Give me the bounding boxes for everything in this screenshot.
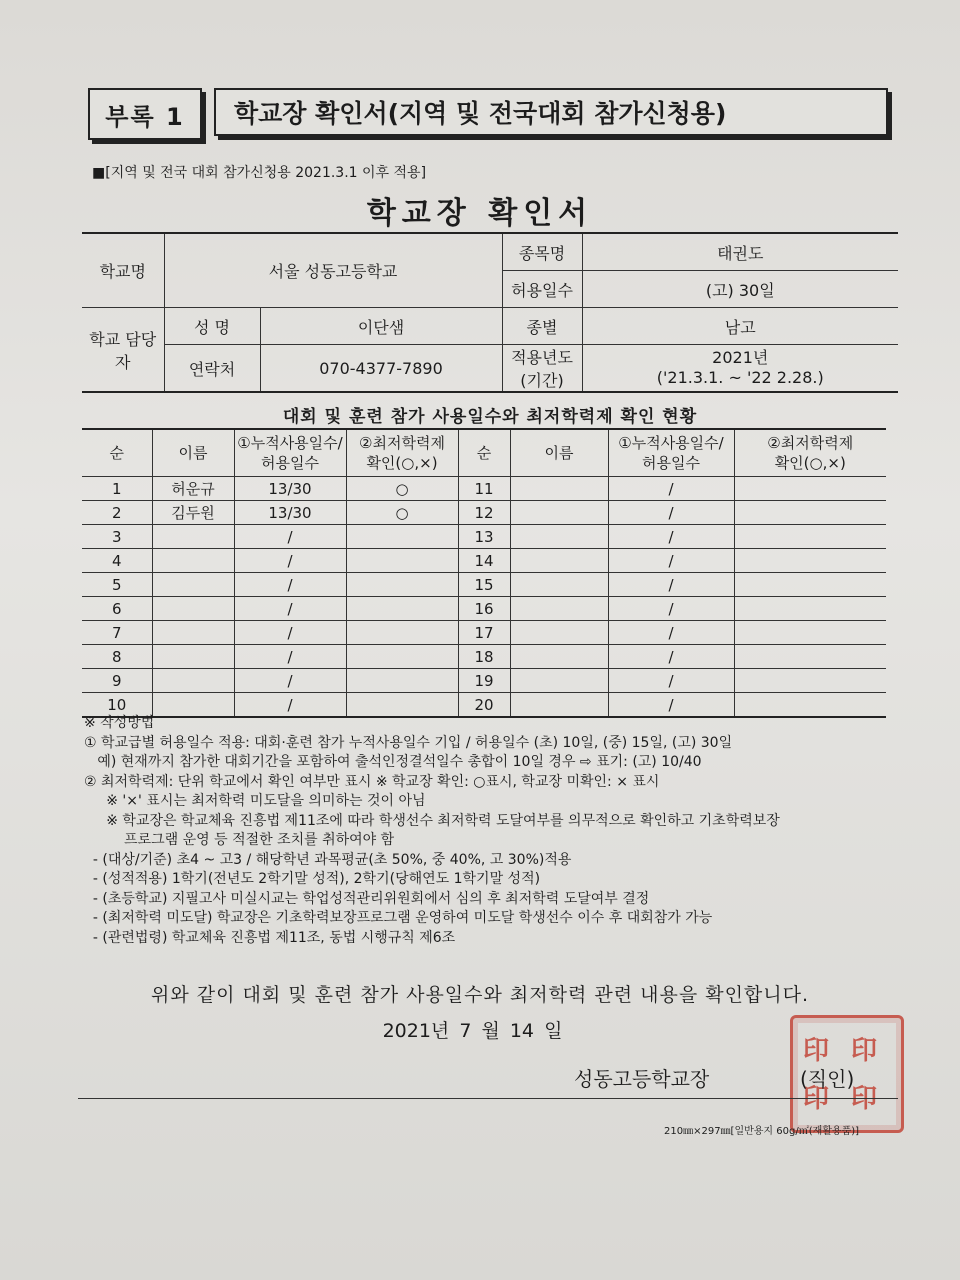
table-row bbox=[82, 549, 886, 573]
row-days: 13/30 bbox=[234, 501, 346, 525]
row-name bbox=[152, 525, 234, 549]
row-no-right: 12 bbox=[458, 501, 510, 525]
row-no-right: 18 bbox=[458, 645, 510, 669]
row-no-right: 13 bbox=[458, 525, 510, 549]
row-name-right bbox=[510, 645, 608, 669]
instruction-line: - (초등학교) 지필고사 미실시교는 학업성적관리위원회에서 심의 후 최저학력 도달여부 결정 bbox=[84, 890, 650, 907]
header-days-line2: 허용일수 bbox=[261, 454, 319, 472]
school-info-table bbox=[82, 232, 898, 393]
row-no: 3 bbox=[82, 525, 152, 549]
row-name-right bbox=[510, 597, 608, 621]
category-label: 종별 bbox=[502, 308, 582, 345]
official-seal-stamp: 印 印 印 印 bbox=[790, 1015, 904, 1133]
table-row bbox=[82, 525, 886, 549]
row-days-right: / bbox=[608, 621, 734, 645]
row-name bbox=[152, 573, 234, 597]
header-name: 이름 bbox=[152, 429, 234, 477]
row-no: 9 bbox=[82, 669, 152, 693]
instruction-line: ② 최저학력제: 단위 학교에서 확인 여부만 표시 ※ 학교장 확인: ○표시, 학교장 미확인: × 표시 bbox=[84, 773, 660, 790]
header-title: 학교장 확인서(지역 및 전국대회 참가신청용) bbox=[214, 88, 888, 136]
applicability-note: ■[지역 및 전국 대회 참가신청용 2021.3.1 이후 적용] bbox=[92, 165, 427, 181]
row-no-right: 15 bbox=[458, 573, 510, 597]
row-no: 4 bbox=[82, 549, 152, 573]
name-value: 이단샘 bbox=[260, 308, 502, 345]
instructions-lines bbox=[84, 734, 884, 949]
row-days-right: / bbox=[608, 645, 734, 669]
category-value: 남고 bbox=[582, 308, 898, 345]
sport-value: 태권도 bbox=[582, 233, 898, 271]
row-check: ○ bbox=[346, 501, 458, 525]
instruction-line: - (관련법령) 학교체육 진흥법 제11조, 동법 시행규칙 제6조 bbox=[84, 929, 456, 946]
row-check-right bbox=[734, 525, 886, 549]
year-label: 적용년도 (기간) bbox=[502, 345, 582, 393]
header-name-right: 이름 bbox=[510, 429, 608, 477]
row-no: 5 bbox=[82, 573, 152, 597]
header-min-right bbox=[734, 429, 886, 477]
header-days-line1: ①누적사용일수/ bbox=[237, 434, 343, 452]
allowed-days-label: 허용일수 bbox=[502, 271, 582, 308]
table-header-row bbox=[82, 429, 886, 477]
row-name bbox=[152, 621, 234, 645]
row-check bbox=[346, 621, 458, 645]
row-name-right bbox=[510, 549, 608, 573]
row-name-right bbox=[510, 525, 608, 549]
row-days: / bbox=[234, 525, 346, 549]
issue-date: 2021년 7 월 14 일 bbox=[382, 1020, 563, 1042]
paper-spec-footnote: 210㎜×297㎜[일반용지 60g/㎡(재활용품)] bbox=[664, 1126, 860, 1137]
row-check-right bbox=[734, 549, 886, 573]
school-value: 서울 성동고등학교 bbox=[164, 233, 502, 308]
row-check-right bbox=[734, 645, 886, 669]
row-check-right bbox=[734, 573, 886, 597]
school-label: 학교명 bbox=[82, 233, 164, 308]
row-days-right: / bbox=[608, 549, 734, 573]
header-min bbox=[346, 429, 458, 477]
bottom-divider bbox=[78, 1098, 898, 1099]
allowed-days-value: (고) 30일 bbox=[582, 271, 898, 308]
document-header bbox=[88, 88, 896, 148]
row-no-right: 19 bbox=[458, 669, 510, 693]
row-check-right bbox=[734, 477, 886, 501]
row-no: 8 bbox=[82, 645, 152, 669]
row-days: 13/30 bbox=[234, 477, 346, 501]
instruction-line: - (대상/기준) 초4 ~ 고3 / 해당학년 과목평균(초 50%, 중 40%, 고 30%)적용 bbox=[84, 851, 572, 868]
row-days: / bbox=[234, 621, 346, 645]
table-row bbox=[82, 669, 886, 693]
table-row bbox=[82, 573, 886, 597]
year-period: ('21.3.1. ~ '22 2.28.) bbox=[656, 368, 824, 387]
row-days-right: / bbox=[608, 525, 734, 549]
year-value: 2021년 bbox=[712, 348, 769, 367]
row-no: 6 bbox=[82, 597, 152, 621]
table-row bbox=[82, 621, 886, 645]
instruction-line: ※ '×' 표시는 최저학력 미도달을 의미하는 것이 아님 bbox=[84, 793, 426, 809]
row-name-right bbox=[510, 669, 608, 693]
sport-label: 종목명 bbox=[502, 233, 582, 271]
table-row bbox=[82, 477, 886, 501]
header-min-right-line2: 확인(○,×) bbox=[774, 454, 846, 472]
row-no: 2 bbox=[82, 501, 152, 525]
row-days: / bbox=[234, 597, 346, 621]
header-days-right-line2: 허용일수 bbox=[642, 454, 700, 472]
phone-label: 연락처 bbox=[164, 345, 260, 393]
header-days-right bbox=[608, 429, 734, 477]
row-check bbox=[346, 645, 458, 669]
instruction-line: 예) 현재까지 참가한 대회기간을 포함하여 출석인정결석일수 총합이 10일 경우 ⇨ 표기: (고) 10/40 bbox=[84, 754, 702, 770]
header-days-right-line1: ①누적사용일수/ bbox=[618, 434, 724, 452]
table-row bbox=[82, 645, 886, 669]
row-days-right: / bbox=[608, 477, 734, 501]
writing-instructions bbox=[84, 714, 884, 948]
row-days: / bbox=[234, 693, 346, 718]
row-no-right: 16 bbox=[458, 597, 510, 621]
principal-title: 성동고등학교장 bbox=[574, 1067, 710, 1091]
row-days-right: / bbox=[608, 693, 734, 718]
row-days-right: / bbox=[608, 501, 734, 525]
row-check bbox=[346, 669, 458, 693]
instructions-heading: ※ 작성방법 bbox=[84, 715, 155, 731]
row-name: 허운규 bbox=[152, 477, 234, 501]
row-days: / bbox=[234, 645, 346, 669]
row-check bbox=[346, 549, 458, 573]
row-no: 1 bbox=[82, 477, 152, 501]
header-min-line2: 확인(○,×) bbox=[366, 454, 438, 472]
row-check bbox=[346, 525, 458, 549]
instruction-line: ※ 학교장은 학교체육 진흥법 제11조에 따라 학생선수 최저학력 도달여부를 의무적으로 확인하고 기초학력보장 bbox=[84, 812, 780, 829]
page-title: 학교장 확인서 bbox=[366, 196, 594, 231]
seal-label: (직인) bbox=[800, 1067, 855, 1091]
status-title: 대회 및 훈련 참가 사용일수와 최저학력제 확인 현황 bbox=[282, 407, 698, 427]
row-days-right: / bbox=[608, 669, 734, 693]
header-days bbox=[234, 429, 346, 477]
appendix-label: 부록 1 bbox=[88, 88, 202, 140]
confirmation-statement: 위와 같이 대회 및 훈련 참가 사용일수와 최저학력 관련 내용을 확인합니다. bbox=[150, 984, 810, 1006]
row-days: / bbox=[234, 549, 346, 573]
table-row bbox=[82, 501, 886, 525]
row-no-right: 17 bbox=[458, 621, 510, 645]
row-days-right: / bbox=[608, 573, 734, 597]
row-name-right bbox=[510, 501, 608, 525]
contact-person-label: 학교 담당자 bbox=[82, 308, 164, 393]
row-days: / bbox=[234, 573, 346, 597]
instruction-line: - (최저학력 미도달) 학교장은 기초학력보장프로그램 운영하여 미도달 학생선수 이수 후 대회참가 가능 bbox=[84, 910, 713, 926]
row-no-right: 14 bbox=[458, 549, 510, 573]
row-check-right bbox=[734, 669, 886, 693]
row-no: 10 bbox=[82, 693, 152, 718]
usage-days-table bbox=[82, 428, 886, 718]
row-name-right bbox=[510, 621, 608, 645]
header-min-right-line1: ②최저학력제 bbox=[767, 434, 854, 452]
row-check-right bbox=[734, 597, 886, 621]
row-name-right bbox=[510, 573, 608, 597]
row-no-right: 11 bbox=[458, 477, 510, 501]
name-label: 성 명 bbox=[164, 308, 260, 345]
row-check bbox=[346, 573, 458, 597]
header-no: 순 bbox=[82, 429, 152, 477]
phone-value: 070-4377-7890 bbox=[260, 345, 502, 393]
instruction-line: ① 학교급별 허용일수 적용: 대회·훈련 참가 누적사용일수 기입 / 허용일수 (초) 10일, (중) 15일, (고) 30일 bbox=[84, 734, 733, 751]
row-name: 김두원 bbox=[152, 501, 234, 525]
instruction-line: 프로그램 운영 등 적절한 조치를 취하여야 함 bbox=[84, 832, 395, 848]
row-check bbox=[346, 597, 458, 621]
header-min-line1: ②최저학력제 bbox=[359, 434, 445, 452]
table-row bbox=[82, 597, 886, 621]
row-days-right: / bbox=[608, 597, 734, 621]
row-days: / bbox=[234, 669, 346, 693]
year-cell bbox=[582, 345, 898, 393]
row-name bbox=[152, 549, 234, 573]
row-check-right bbox=[734, 501, 886, 525]
row-name bbox=[152, 597, 234, 621]
row-name bbox=[152, 669, 234, 693]
row-no: 7 bbox=[82, 621, 152, 645]
row-check: ○ bbox=[346, 477, 458, 501]
instruction-line: - (성적적용) 1학기(전년도 2학기말 성적), 2학기(당해연도 1학기말 성적) bbox=[84, 871, 541, 887]
row-check-right bbox=[734, 621, 886, 645]
row-name-right bbox=[510, 477, 608, 501]
row-no-right: 20 bbox=[458, 693, 510, 718]
row-name bbox=[152, 645, 234, 669]
header-no-right: 순 bbox=[458, 429, 510, 477]
